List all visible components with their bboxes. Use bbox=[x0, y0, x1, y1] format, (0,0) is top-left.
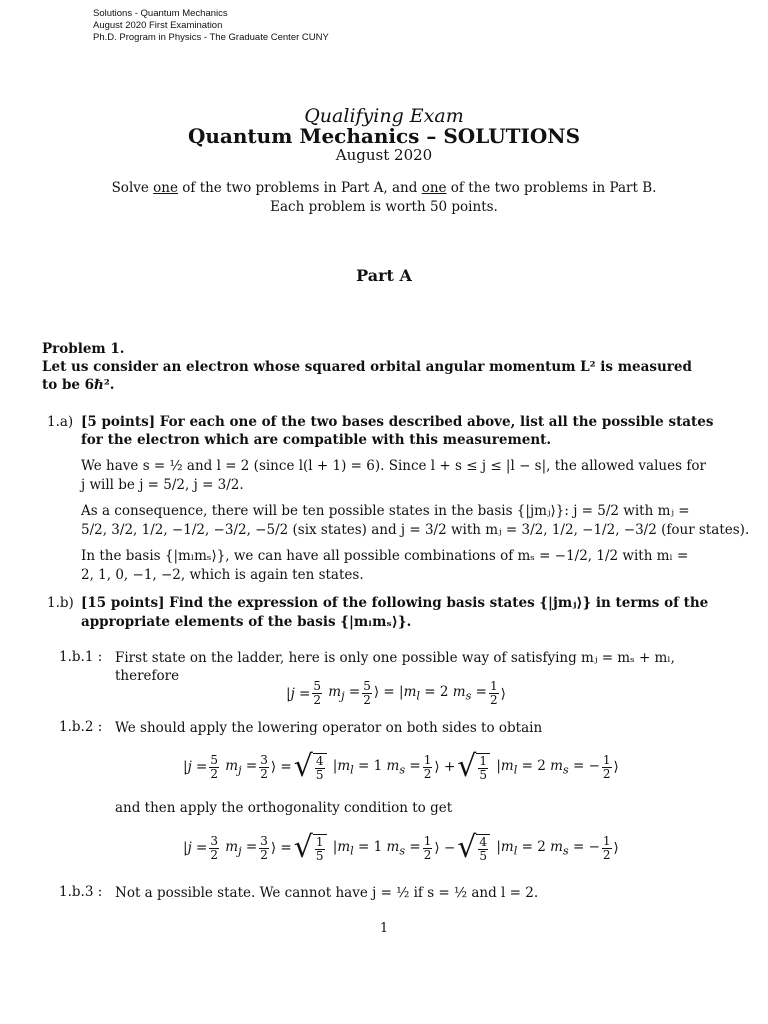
q1a-paragraph-1-line-2: j will be j = 5/2, j = 3/2. bbox=[81, 477, 244, 493]
q1a-label: 1.a) bbox=[47, 414, 74, 430]
header-line-3: Ph.D. Program in Physics - The Graduate Center CUNY bbox=[93, 32, 329, 43]
equation-b2-lowering: |j = $\frac{5}{2}$ $m_j$ = $\frac{3}{2}$ ⟩ = √ $\frac{4}{5}$ $|m_l = 1$ $m_s$ = $\frac{1}{2}$ ⟩ + √ $\frac{1}{5}$ $|m_l = 2$ $m_s$ = − $\frac{1}{2}$ ⟩ bbox=[183, 749, 619, 784]
problem-statement-line-2: to be 6ℏ². bbox=[42, 377, 115, 393]
title-main: Quantum Mechanics – SOLUTIONS bbox=[187, 124, 581, 148]
b3-label: 1.b.3 : bbox=[59, 884, 103, 900]
problem-statement-line-1: Let us consider an electron whose squared orbital angular momentum L² is measured bbox=[42, 359, 692, 375]
q1a-paragraph-3-line-1: In the basis {|mₗmₛ⟩}, we can have all possible combinations of mₛ = −1/2, 1/2 with mₗ = bbox=[81, 548, 689, 564]
b1-line-1: First state on the ladder, here is only one possible way of satisfying mⱼ = mₛ + mₗ, bbox=[115, 650, 675, 666]
header-line-1: Solutions - Quantum Mechanics bbox=[93, 8, 228, 19]
title-date: August 2020 bbox=[335, 146, 433, 164]
b1-label: 1.b.1 : bbox=[59, 649, 103, 665]
b2-label: 1.b.2 : bbox=[59, 719, 103, 735]
page-number: 1 bbox=[379, 921, 389, 936]
header-line-2: August 2020 First Examination bbox=[93, 20, 223, 31]
b1-line-2: therefore bbox=[115, 668, 180, 684]
part-heading: Part A bbox=[356, 266, 412, 285]
equation-b1: |j = $\frac{5}{2}$ $m_j$ = $\frac{5}{2}$ ⟩ = $|m_l = 2$ $m_s$ = $\frac{1}{2}$ ⟩ bbox=[286, 679, 506, 707]
q1a-paragraph-1-line-1: We have s = ½ and l = 2 (since l(l + 1) = 6). Since l + s ≤ j ≤ |l − s|, the allowed values for bbox=[81, 458, 706, 474]
b3-line-1: Not a possible state. We cannot have j = ½ if s = ½ and l = 2. bbox=[115, 885, 539, 901]
instructions-line-1: Solve one of the two problems in Part A, and one of the two problems in Part B. bbox=[111, 180, 657, 196]
equation-b2-orthogonal: |j = $\frac{3}{2}$ $m_j$ = $\frac{3}{2}$ ⟩ = √ $\frac{1}{5}$ $|m_l = 1$ $m_s$ = $\frac{1}{2}$ ⟩ − √ $\frac{4}{5}$ $|m_l = 2$ $m_s$ = − $\frac{1}{2}$ ⟩ bbox=[183, 830, 619, 865]
q1a-line-1: [5 points] For each one of the two bases described above, list all the possible states bbox=[81, 414, 714, 430]
q1a-paragraph-3-line-2: 2, 1, 0, −1, −2, which is again ten states. bbox=[81, 567, 364, 583]
q1a-paragraph-2-line-1: As a consequence, there will be ten possible states in the basis {|jmⱼ⟩}: j = 5/2 with mⱼ = bbox=[81, 503, 690, 519]
q1a-paragraph-2-line-2: 5/2, 3/2, 1/2, −1/2, −3/2, −5/2 (six states) and j = 3/2 with mⱼ = 3/2, 1/2, −1/2, −3/2 (four states). bbox=[81, 522, 750, 538]
q1b-line-1: [15 points] Find the expression of the following basis states {|jmⱼ⟩} in terms of the bbox=[81, 595, 709, 611]
q1b-label: 1.b) bbox=[47, 595, 74, 611]
problem-heading: Problem 1. bbox=[42, 341, 125, 357]
q1b-line-2: appropriate elements of the basis {|mₗmₛ⟩}. bbox=[81, 614, 412, 630]
b2-line-2: and then apply the orthogonality condition to get bbox=[115, 800, 453, 816]
q1a-line-2: for the electron which are compatible with this measurement. bbox=[81, 432, 552, 448]
title-italic: Qualifying Exam bbox=[304, 105, 464, 127]
document-header bbox=[93, 8, 329, 44]
instructions-line-2: Each problem is worth 50 points. bbox=[270, 199, 498, 215]
b2-line-1: We should apply the lowering operator on both sides to obtain bbox=[115, 720, 543, 736]
